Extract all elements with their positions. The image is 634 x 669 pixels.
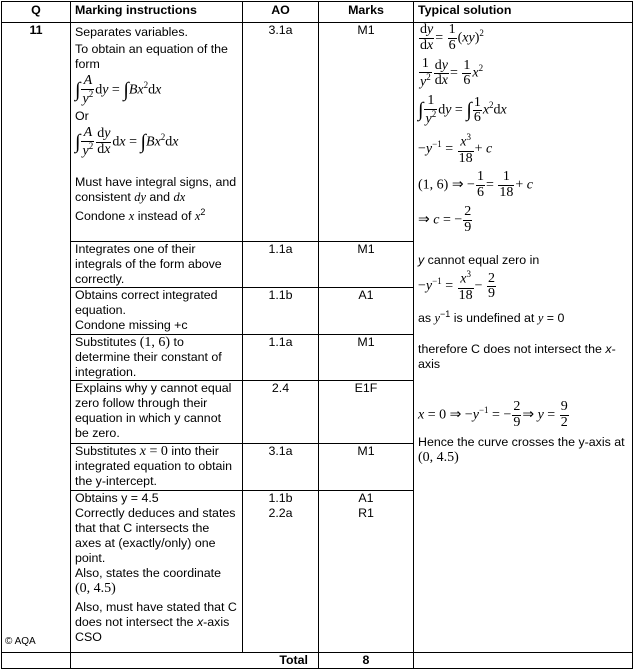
instruction-cell: Explains why y cannot equal zero follow through their equation in which y cannot be zero. — [71, 381, 243, 444]
instruction-text: Condone x instead of $x^2$ — [75, 207, 206, 224]
ao-cell: 1.1b — [243, 288, 319, 335]
marks-cell: M1 — [319, 23, 414, 242]
total-row — [2, 653, 633, 669]
solution-line: $-y^{-1}$ = $\frac{x^3}{18}$ + c — [418, 132, 493, 166]
ao-cell: 1.1a — [243, 242, 319, 288]
header-solution: Typical solution — [414, 2, 633, 23]
instruction-cell: Substitutes (1, 6) to determine their constant of integration. — [71, 335, 243, 381]
instruction-cell — [71, 23, 243, 242]
ao-cell: 2.4 — [243, 381, 319, 444]
solution-text: as $y^{-1}$ is undefined at y = 0 — [418, 309, 565, 326]
solution-line: $\frac{1}{y^2}$ $\frac{dy}{dx}$ = $\frac{1}{6}$ $x^2$ — [420, 56, 484, 90]
marks-cell: M1 — [319, 444, 414, 491]
instruction-cell: Integrates one of their integrals of the form above correctly. — [71, 242, 243, 288]
instruction-cell: Obtains y = 4.5 Correctly deduces and states that that C intersects the axes at (exactly/only) one point. Also, states the coordinate (0, 4.5) Also, must have stated that C does not intersect the x-axis CSO — [71, 491, 243, 653]
header-marks: Marks — [319, 2, 414, 23]
solution-line: (1, 6) ⇒ − $\frac{1}{6}$ = $\frac{1}{18}$ + c — [418, 169, 533, 201]
ao-cell: 3.1a — [243, 23, 319, 242]
marks-cell: M1 — [319, 242, 414, 288]
marks-cell: A1 R1 — [319, 491, 414, 653]
solution-line: $-y^{-1}$ = $\frac{x^3}{18}$ − $\frac{2}{9}$ — [418, 269, 496, 303]
ao-cell: 3.1a — [243, 444, 319, 491]
table-row — [2, 23, 633, 242]
solution-line: $\frac{dy}{dx}$ = $\frac{1}{6}$ (xy)$^2$ — [420, 22, 484, 53]
solution-text: therefore C does not intersect the x-axis — [418, 342, 616, 372]
ao-cell: 1.1a — [243, 335, 319, 381]
marks-cell: M1 — [319, 335, 414, 381]
copyright-watermark: © AQA — [5, 636, 36, 647]
solution-text: y cannot equal zero in — [418, 253, 540, 268]
total-solution-spacer — [414, 653, 633, 669]
header-instructions: Marking instructions — [71, 2, 243, 23]
header-row — [2, 2, 633, 23]
header-q: Q — [2, 2, 71, 23]
solution-line: ∫ $\frac{1}{y^2}$ dy = ∫ $\frac{1}{6}$ $x^2dx$ — [418, 93, 507, 127]
solution-line: ⇒ c = − $\frac{2}{9}$ — [418, 203, 472, 235]
total-spacer — [2, 653, 71, 669]
instruction-text: Must have integral signs, and consistent dy and dx — [75, 175, 237, 205]
ao-cell: 1.1b 2.2a — [243, 491, 319, 653]
solution-line: x = 0 ⇒ $-y^{-1}$ = − $\frac{2}{9}$ ⇒ y = $\frac{9}{2}$ — [418, 399, 568, 431]
mark-scheme-table — [1, 1, 633, 669]
header-ao: AO — [243, 2, 319, 23]
question-number: 11 — [2, 23, 71, 653]
typical-solution-cell — [414, 23, 633, 653]
solution-text: Hence the curve crosses the y-axis at (0, 4.5) — [418, 434, 625, 465]
instruction-text: Separates variables. — [75, 25, 188, 39]
instruction-cell: Obtains correct integrated equation. Condone missing +c — [71, 288, 243, 335]
total-marks: 8 — [319, 653, 414, 669]
instruction-text: To obtain an equation of the form — [75, 42, 228, 71]
marks-cell: E1F — [319, 381, 414, 444]
marks-cell: A1 — [319, 288, 414, 335]
or-text: Or — [75, 109, 89, 124]
integral-form-2: ∫ $\frac{A}{y^2}$ $\frac{dy}{dx}$ dx = $\int Bx^2dx$ — [75, 125, 179, 159]
instruction-cell: Substitutes x = 0 into their integrated equation to obtain the y-intercept. — [71, 444, 243, 491]
integral-form-1: ∫ $\frac{A}{y^2}$ dy = $\int Bx^2dx$ — [75, 73, 162, 107]
total-label: Total — [71, 653, 319, 669]
